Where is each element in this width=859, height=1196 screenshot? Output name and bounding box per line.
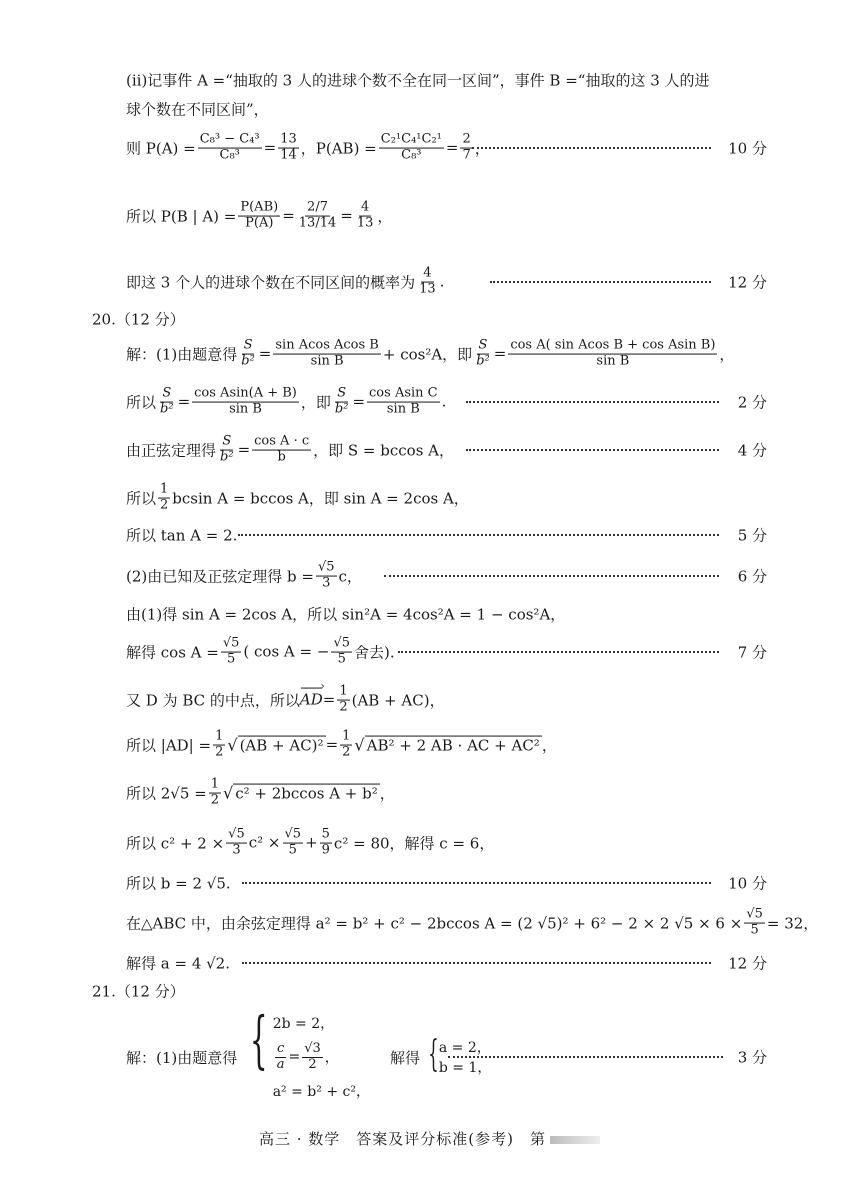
q21-line1: 解：(1)由题意得 { 2b = 2， $\frac{c}{a}$ = $\frac{√3}{2}$ ， a² = b² + c²， 解得 { a = 2， b = 1， 3 分 — [0, 1004, 859, 1110]
q20-line2: 所以 $\frac{S}{\text{b²}}$ = $\frac{\text{cos Asin(A + B)}}{\text{sin B}}$ ，即 $\frac{S}{\text{b²}}$ = $\frac{\text{cos Asin C}}{\text{sin B}}$ . 2 分 — [126, 385, 767, 417]
pa-fraction: $\frac{\text{C₈³ − C₄³}}{\text{C₈³}}$ — [199, 131, 260, 163]
sqrt-expression: √ (AB + AC)² — [227, 735, 324, 755]
q19-conclusion-line: 即这 3 个人的进球个数在不同区间的概率为 $\frac{4}{13}$ . 12 分 — [126, 265, 767, 297]
score-label: 4 分 — [737, 441, 767, 460]
q20-line12: 所以 c² + 2 × $\frac{√5}{3}$ c² × $\frac{√5}{5}$ + $\frac{5}{9}$ c² = 80，解得 c = 6， — [126, 826, 495, 858]
vector-ad: AD › — [300, 691, 323, 709]
pab-fraction: $\frac{\text{C₂¹C₄¹C₂¹}}{\text{C₈³}}$ — [380, 131, 442, 163]
score-label: 6 分 — [737, 567, 767, 586]
score-label: 2 分 — [737, 393, 767, 412]
cond-fraction: $\frac{P(AB)}{P(A)}$ — [240, 199, 279, 231]
score-leader — [448, 1056, 723, 1058]
cond-nested-fraction: $\frac{2/7}{13/14}$ — [298, 199, 337, 231]
score-leader — [490, 281, 711, 283]
q20-line8: 解得 cos A = $\frac{√5}{5}$ ( cos A = − $\frac{√5}{5}$ 舍去). 7 分 — [126, 635, 767, 667]
score-leader — [242, 882, 711, 884]
q20-line15: 解得 a = 4 √2. 12 分 — [126, 954, 767, 973]
equation-system: { 2b = 2， $\frac{c}{a}$ = $\frac{√3}{2}$ ， a² = b² + c²， — [250, 1003, 370, 1100]
q20-line9: 又 D 为 BC 的中点，所以 AD › = $\frac{1}{2}$ (AB + AC)， — [0, 680, 859, 720]
q19-event-text1: (ⅱ)记事件 A =“抽取的 3 人的进球个数不全在同一区间”，事件 B =“抽取的这 3 人的进 — [126, 71, 710, 90]
pab-value: $\frac{2}{7}$ — [462, 131, 471, 163]
q20-line7: 由(1)得 sin A = 2cos A，所以 sin²A = 4cos²A = 1 − cos²A， — [126, 605, 566, 624]
q19-cond-line: 所以 P(B | A) = $\frac{P(AB)}{P(A)}$ = $\frac{2/7}{13/14}$ = $\frac{4}{13}$ ， — [126, 199, 393, 231]
q20-line1: 解：(1)由题意得 $\frac{S}{\text{b²}}$ = $\frac{\text{sin Acos Acos B}}{\text{sin B}}$ + cos²A，即 $\frac{S}{\text{b²}}$ = $\frac{\text{cos A( sin Acos B + cos Asin B)}}{\text{sin B}}$ ， — [126, 337, 735, 369]
score-label: 10 分 — [728, 874, 767, 893]
q20-line5: 所以 tan A = 2. 5 分 — [126, 526, 767, 545]
smudged-page-number — [550, 1136, 600, 1144]
q20-line13: 所以 b = 2 √5. 10 分 — [126, 874, 767, 893]
q20-header-line — [0, 302, 859, 336]
score-leader — [472, 147, 711, 149]
score-label: 3 分 — [737, 1048, 767, 1067]
score-leader — [242, 962, 711, 964]
score-label: 12 分 — [728, 954, 767, 973]
q19-event-line2 — [0, 92, 859, 126]
score-label: 12 分 — [728, 273, 767, 292]
q20-line11: 所以 2√5 = $\frac{1}{2}$ √ c² + 2bccos A + b² ， — [126, 776, 395, 808]
score-leader — [238, 534, 719, 536]
score-label: 7 分 — [737, 643, 767, 662]
score-leader — [466, 401, 719, 403]
solution-system: { a = 2， b = 1， — [428, 1034, 492, 1076]
score-leader — [398, 651, 719, 653]
score-label: 10 分 — [728, 139, 767, 158]
q20-header: 20.（12 分） — [92, 310, 185, 329]
pab-prefix: ，P(AB) = — [300, 139, 377, 158]
cond-prefix: 所以 P(B | A) = — [126, 207, 237, 226]
score-leader — [384, 575, 719, 577]
pa-value: $\frac{13}{14}$ — [280, 131, 297, 163]
pa-prefix: 则 P(A) = — [126, 139, 196, 158]
page-footer: 高三 · 数学 答案及评分标准(参考) 第 — [0, 1128, 859, 1149]
q20-line4: 所以 $\frac{1}{2}$ bcsin A = bccos A，即 sin A = 2cos A， — [126, 481, 469, 513]
q19-event-text2: 球个数在不同区间”， — [126, 100, 269, 119]
q21-header-line — [0, 974, 859, 1008]
conclusion-text: 即这 3 个人的进球个数在不同区间的概率为 — [126, 273, 416, 292]
q20-line6: (2)由已知及正弦定理得 b = $\frac{√5}{3}$ c， 6 分 — [126, 559, 767, 591]
q20-line10: 所以 |AD| = $\frac{1}{2}$ √ (AB + AC)² = $\frac{1}{2}$ √ AB² + 2 AB · AC + AC² ， — [126, 728, 557, 760]
conclusion-value: $\frac{4}{13}$ — [419, 265, 436, 297]
q21-header: 21.（12 分） — [92, 982, 185, 1001]
cond-value: $\frac{4}{13}$ — [356, 199, 374, 231]
q20-line14: 在△ABC 中，由余弦定理得 a² = b² + c² − 2bccos A = (2 √5)² + 6² − 2 × 2 √5 × 6 × $\frac{√5}{5}$ = 32， — [126, 906, 819, 938]
sqrt-expression: √ AB² + 2 AB · AC + AC² — [354, 735, 540, 755]
score-label: 5 分 — [737, 526, 767, 545]
sqrt-expression: √ c² + 2bccos A + b² — [223, 783, 378, 803]
q19-pa-line: 则 P(A) = $\frac{\text{C₈³ − C₄³}}{\text{C₈³}}$ = $\frac{13}{14}$ ，P(AB) = $\frac{\text{C₂¹C₄¹C₂¹}}{\text{C₈³}}$ = $\frac{2}{7}$ ， 10 分 — [126, 131, 767, 163]
score-leader — [466, 449, 719, 451]
q20-line3: 由正弦定理得 $\frac{S}{\text{b²}}$ = $\frac{\text{cos A · c}}{b}$ ，即 S = bccos A， 4 分 — [126, 433, 767, 465]
